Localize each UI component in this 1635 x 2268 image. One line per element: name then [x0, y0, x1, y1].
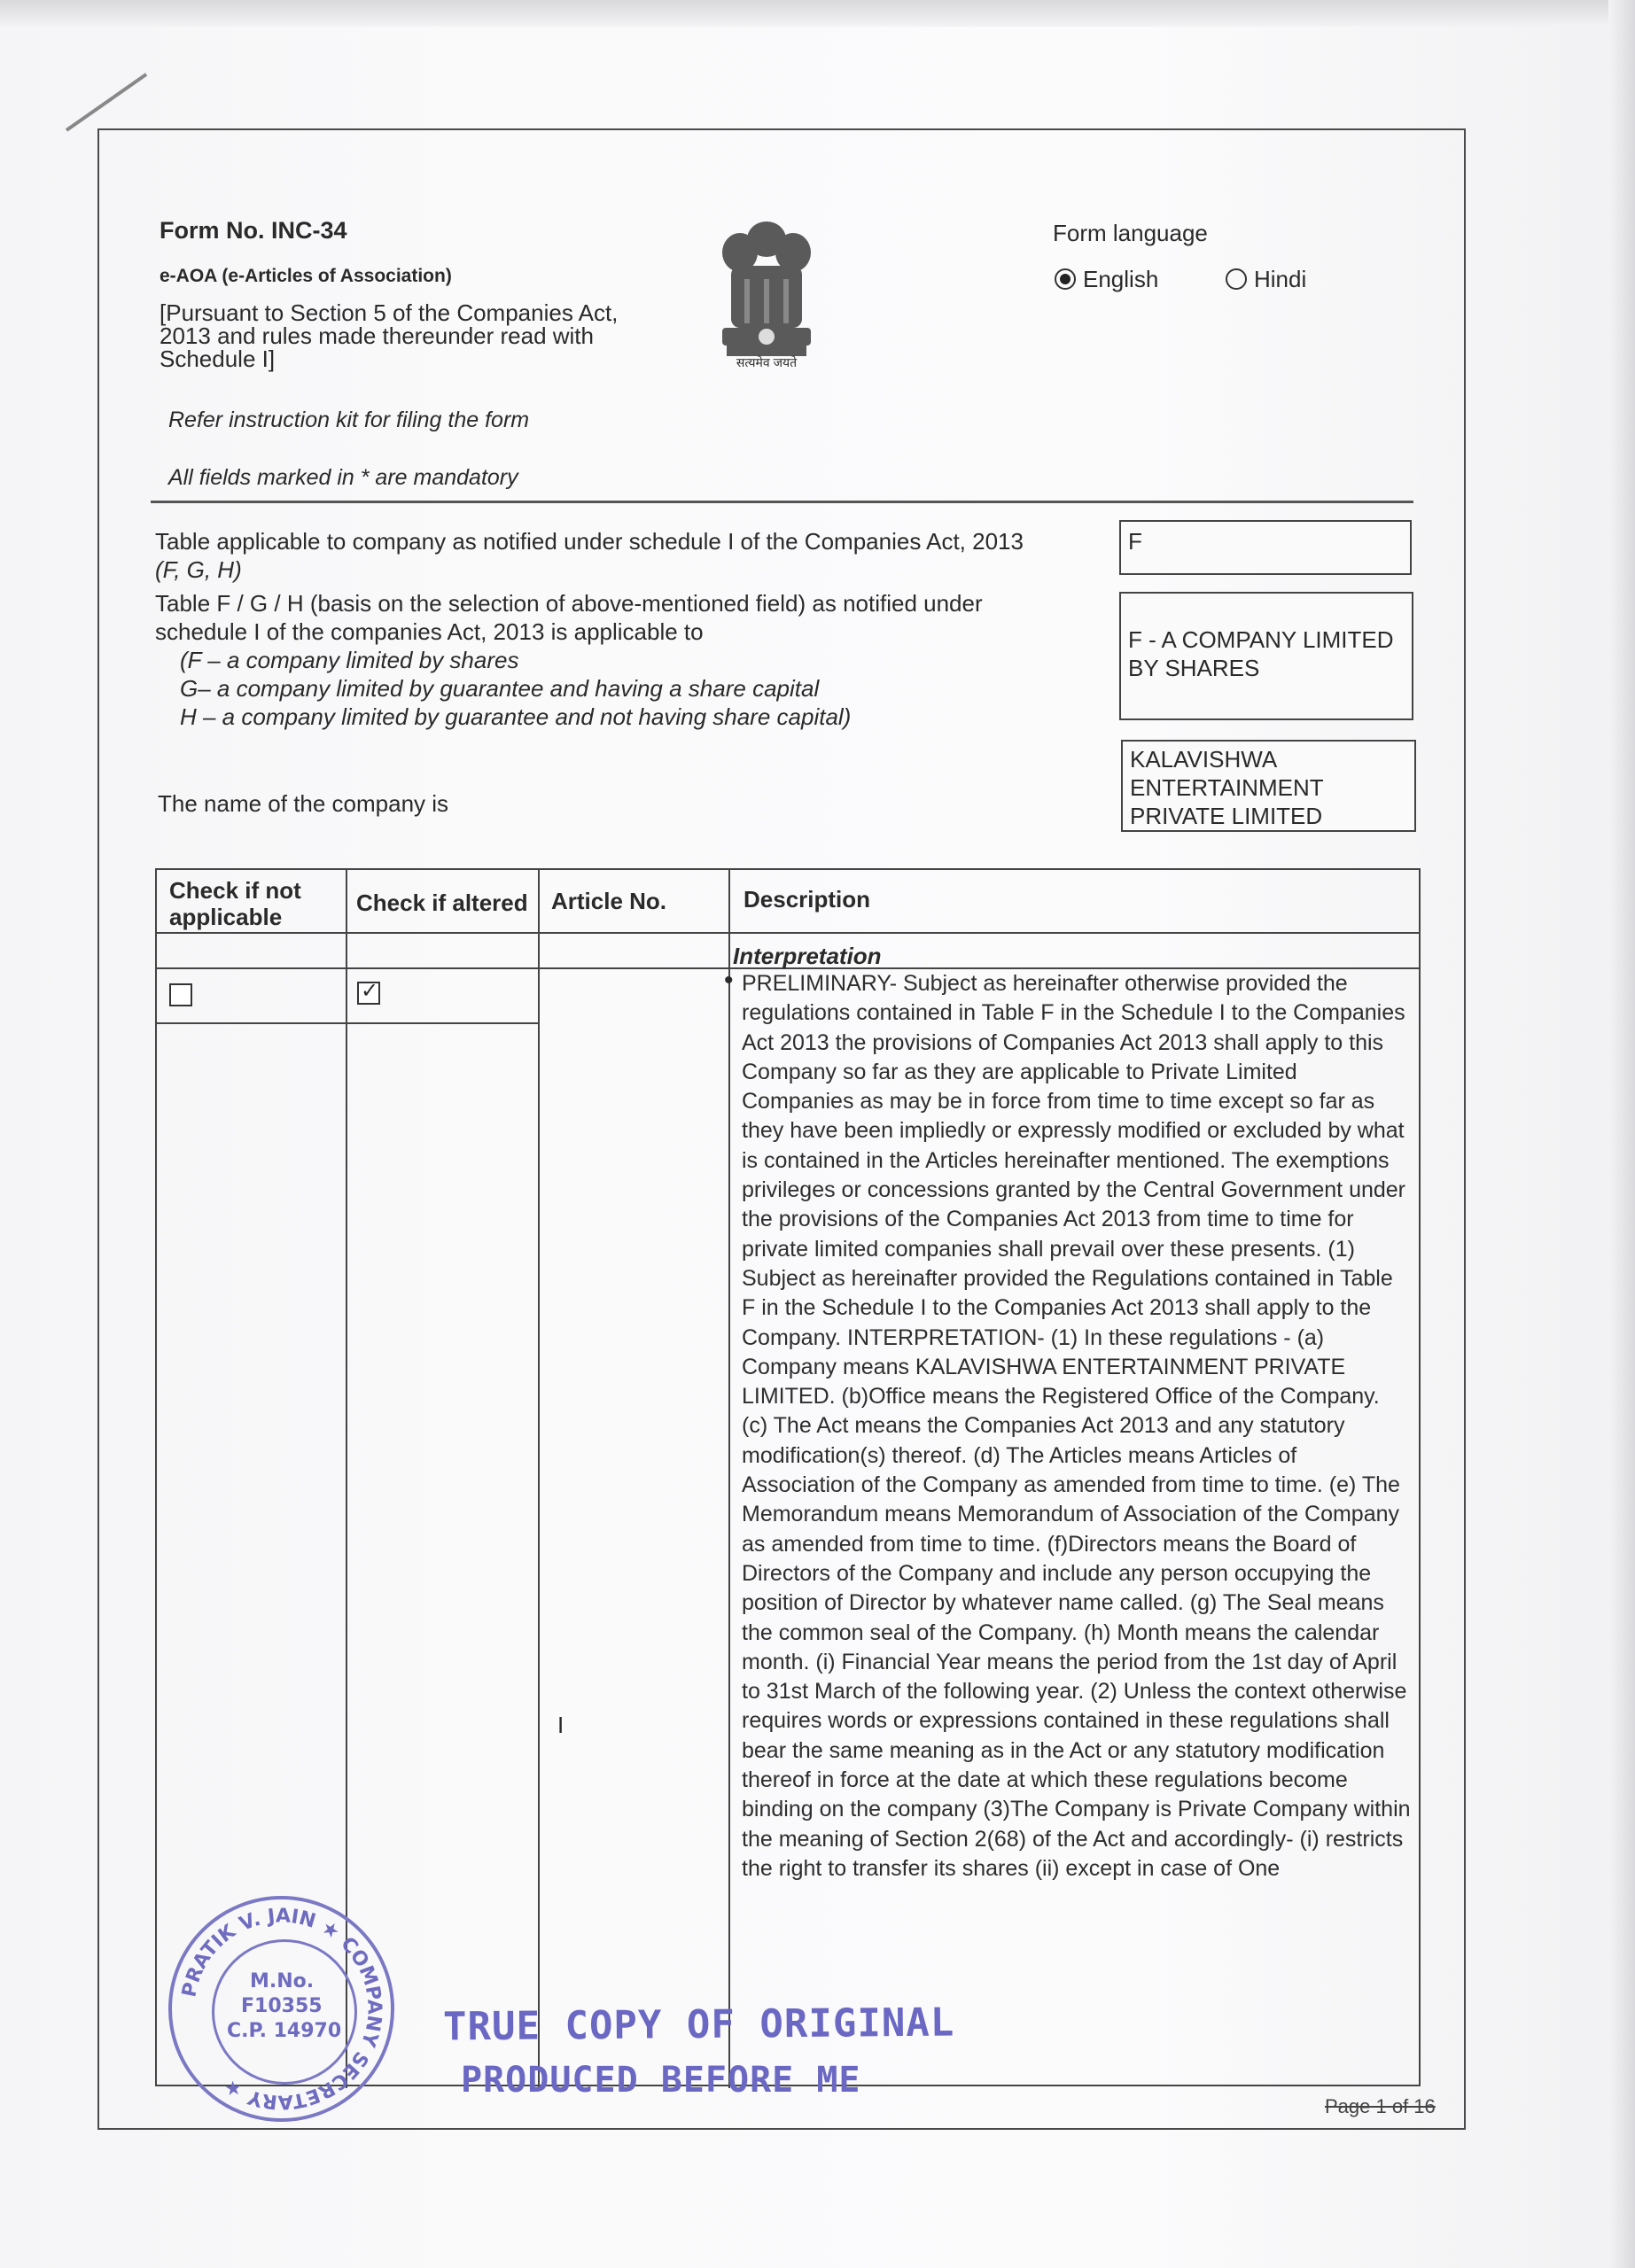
- pursuant-line: [Pursuant to Section 5 of the Companies Act,: [160, 299, 619, 326]
- table-applicable-field[interactable]: F: [1119, 520, 1412, 575]
- option-h: H – a company limited by guarantee and not having share capital): [180, 703, 852, 730]
- checkbox-row-divider: [157, 1022, 540, 1024]
- col-divider: [728, 870, 730, 2088]
- col-divider: [538, 870, 540, 2088]
- produced-before-stamp: PRODUCED BEFORE ME: [461, 2060, 861, 2101]
- radio-unselected-icon[interactable]: [1226, 268, 1247, 290]
- pursuant-line: Schedule I]: [160, 346, 276, 372]
- staple-mark: [66, 73, 147, 131]
- pursuant-line: 2013 and rules made thereunder read with: [160, 322, 594, 349]
- table-fgh-field[interactable]: [1119, 592, 1413, 720]
- emblem-caption: सत्यमेव जयते: [736, 355, 798, 369]
- page-number: Page 1 of 16: [1325, 2095, 1436, 2117]
- form-number: Form No. INC-34: [160, 217, 347, 244]
- header-article-no: Article No.: [551, 888, 667, 914]
- question-line: schedule I of the companies Act, 2013 is applicable to: [155, 618, 704, 645]
- option-g: G– a company limited by guarantee and having a share capital: [180, 675, 820, 702]
- header-line: Check if not: [169, 877, 301, 904]
- table-fgh-question: [155, 589, 1103, 731]
- field-line: BY SHARES: [1128, 655, 1260, 681]
- table-applicable-question: [155, 527, 1103, 584]
- option-f: (F – a company limited by shares: [180, 647, 519, 673]
- form-subtitle: e-AOA (e-Articles of Association): [160, 266, 452, 286]
- header-line: applicable: [169, 904, 283, 930]
- field-line: ENTERTAINMENT: [1130, 774, 1324, 801]
- altered-checkbox[interactable]: [357, 982, 380, 1005]
- scan-edge-right: [1608, 0, 1635, 2268]
- not-applicable-checkbox[interactable]: [169, 983, 192, 1006]
- header-description: Description: [744, 886, 871, 913]
- company-name-question: The name of the company is: [158, 790, 449, 817]
- header-not-applicable: [169, 877, 301, 930]
- seal-line: C.P. 14970: [227, 2020, 342, 2042]
- article-number: I: [557, 1712, 564, 1738]
- scan-edge-top: [0, 0, 1635, 27]
- bullet-icon: •: [724, 966, 734, 995]
- question-line: (F, G, H): [155, 556, 242, 583]
- seal-line: M.No.: [250, 1970, 315, 1992]
- company-name-field[interactable]: [1121, 740, 1416, 832]
- header-divider: [151, 501, 1413, 503]
- instruction-kit-note: Refer instruction kit for filing the form: [168, 408, 530, 432]
- field-line: F - A COMPANY LIMITED: [1128, 626, 1394, 653]
- seal-ring-text: PRATIK V. JAIN ★ COMPANY SECRETARY ★: [178, 1905, 385, 2113]
- language-hindi-label: Hindi: [1254, 265, 1307, 292]
- header-altered: Check if altered: [356, 889, 528, 916]
- radio-selected-icon[interactable]: [1055, 268, 1076, 290]
- field-line: PRIVATE LIMITED: [1130, 803, 1323, 829]
- language-english-label: English: [1083, 265, 1159, 292]
- header-row-divider: [157, 932, 1419, 934]
- language-option-english[interactable]: [1055, 264, 1158, 293]
- true-copy-stamp: TRUE COPY OF ORIGINAL: [442, 2000, 955, 2050]
- question-line: Table applicable to company as notified under schedule I of the Companies Act, 2013: [155, 528, 1024, 555]
- seal-line: F10355: [241, 1995, 323, 2017]
- question-line: Table F / G / H (basis on the selection of above-mentioned field) as notified under: [155, 590, 983, 617]
- form-language-label: Form language: [1053, 220, 1208, 246]
- pursuant-note: [160, 301, 673, 370]
- article-description: PRELIMINARY- Subject as hereinafter otherwise provided the regulations contained in Table F in the Schedule I to the Companies Act 2013 the provisions of Companies Act 2013 shall apply to this Company so far as they are applicable to Private Limited Companies as may be in force from time to time except so far as they have been impliedly or expressly modified or excluded by what is contained in the Articles hereinafter mentioned. The exemptions privileges or concessions granted by the Central Government under the provisions of the Companies Act 2013 from time to time for private limited companies shall prevail over these presents. (1) Subject as hereinafter provided the Regulations contained in Table F in the Schedule I to the Companies Act 2013 shall apply to the Company. INTERPRETATION- (1) In these regulations - (a) Company means KALAVISHWA ENTERTAINMENT PRIVATE LIMITED. (b)Office means the Registered Office of the Company. (c) The Act means the Companies Act 2013 and any statutory modification(s) thereof. (d) The Articles means Articles of Association of the Company as amended from time to time. (e) The Memorandum means Memorandum of Association of the Company as amended from time to time. (f)Directors means the Board of Directors of the Company and include any person occupying the position of Director by whatever name called. (g) The Seal means the common seal of the Company. (h) Month means the calendar month. (i) Financial Year means the period from the 1st day of April to 31st March of the following year. (2) Unless the context otherwise requires words or expressions contained in these regulations shall bear the same meaning as in the Act or any statutory modification thereof in force at the date at which these regulations become binding on the company (3)The Company is Private Company within the meaning of Section 2(68) of the Act and accordingly- (i) restricts the right to transfer its shares (ii) except in case of One: [742, 971, 1411, 1881]
- section-interpretation: Interpretation: [733, 943, 882, 969]
- mandatory-note: All fields marked in * are mandatory: [168, 465, 518, 490]
- company-secretary-seal: [168, 1896, 394, 2122]
- language-option-hindi[interactable]: [1226, 264, 1306, 293]
- field-line: KALAVISHWA: [1130, 746, 1278, 773]
